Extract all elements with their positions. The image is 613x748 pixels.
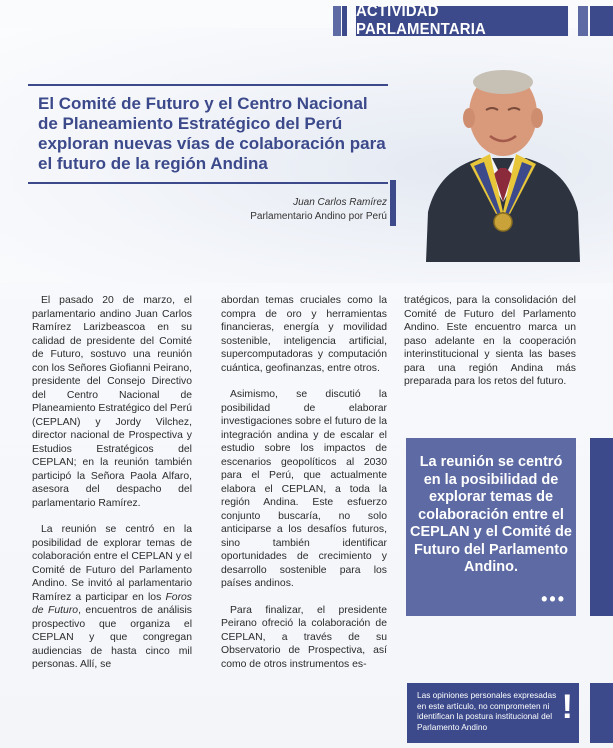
byline: [250, 196, 387, 224]
byline-bar: [390, 180, 396, 226]
pull-quote-text: La reunión se centró en la posibilidad de explorar temas de colaboración entre el CEPLAN y el Comité de Futuro del Parlamento Andino.: [410, 454, 572, 575]
paragraph: Asimismo, se discutió la posibilidad de elaborar investigaciones sobre el futuro de la integración andina y de escalar el estudio sobre los impactos de escenarios geopolíticos al 2030 para el Perú, que actualmente elabora el CEPLAN, a toda la región Andina. Este esfuerzo conjunto buscaría, no solo anticiparse a los desafíos futuros, sino también identificar oportunidades de crecimiento y desarrollo sostenible para los países andinos.: [221, 389, 387, 589]
side-stripe: [590, 438, 613, 616]
title-rule-bottom: [28, 182, 388, 184]
pull-quote: [406, 438, 576, 616]
side-stripe: [590, 6, 613, 36]
paragraph: abordan temas cruciales como la compra de oro y herramientas financieras, energía y movilidad sostenible, inteligencia artificial, supercomputadoras y computación cuántica, geofinanzas, entre otros.: [221, 295, 387, 374]
exclamation-icon: !: [561, 688, 573, 726]
tag-accent-block: [578, 6, 588, 36]
column-3: [404, 294, 576, 402]
side-stripe: [590, 683, 613, 743]
section-label: ACTIVIDAD PARLAMENTARIA: [356, 6, 568, 36]
author-role: Parlamentario Andino por Perú: [250, 211, 387, 222]
column-2: [221, 294, 387, 684]
paragraph: tratégicos, para la consolidación del Comité de Futuro del Parlamento Andino. Este encuentro marca un paso adelante en la cooperación interinstitucional y sienta las bases para una región Andina más preparada para los retos del futuro.: [404, 295, 576, 387]
article-title: El Comité de Futuro y el Centro Nacional de Planeamiento Estratégico del Perú exploran nuevas vías de colaboración para el futuro de la región Andina: [38, 94, 386, 173]
paragraph: Para finalizar, el presidente Peirano ofreció la colaboración de CEPLAN, a través de su Observatorio de Prospectiva, así como de otros instrumentos es-: [221, 604, 387, 670]
author-name: Juan Carlos Ramírez: [293, 197, 387, 208]
paragraph: La reunión se centró en la posibilidad de explorar temas de colaboración entre el CEPLAN y el Comité de Futuro del Parlamento Andino. Se invitó al parlamentario Ramírez a participar en los Foros de Futuro, encuentros de análisis prospectivo que organiza el CEPLAN y que congregan audiencias de hasta cinco mil personas. Allí, se: [32, 524, 192, 670]
column-1: [32, 294, 192, 685]
tag-accent-block: [342, 6, 347, 36]
paragraph: El pasado 20 de marzo, el parlamentario andino Juan Carlos Ramírez Larizbeascoa en su calidad de presidente del Comité de Futuro, sostuvo una reunión con los Señores Giofianni Peirano, presidente del Consejo Directivo del Centro Nacional de Planeamiento Estratégico del Perú (CEPLAN) y Jordy Vilchez, director nacional de Prospectiva y Estudios Estratégicos del CEPLAN; en la reunión también participó la Señora Paola Alfaro, asesora del despacho del parlamentario Ramírez.: [32, 295, 192, 509]
disclaimer-text: Las opiniones personales expresadas en este artículo, no comprometen ni identifican la postura institucional del Parlamento Andino: [417, 690, 557, 732]
ellipsis-icon: •••: [541, 588, 566, 609]
disclaimer-box: [407, 683, 579, 743]
tag-accent-block: [333, 6, 341, 36]
title-rule-top: [28, 84, 388, 86]
author-photo: [418, 62, 588, 262]
